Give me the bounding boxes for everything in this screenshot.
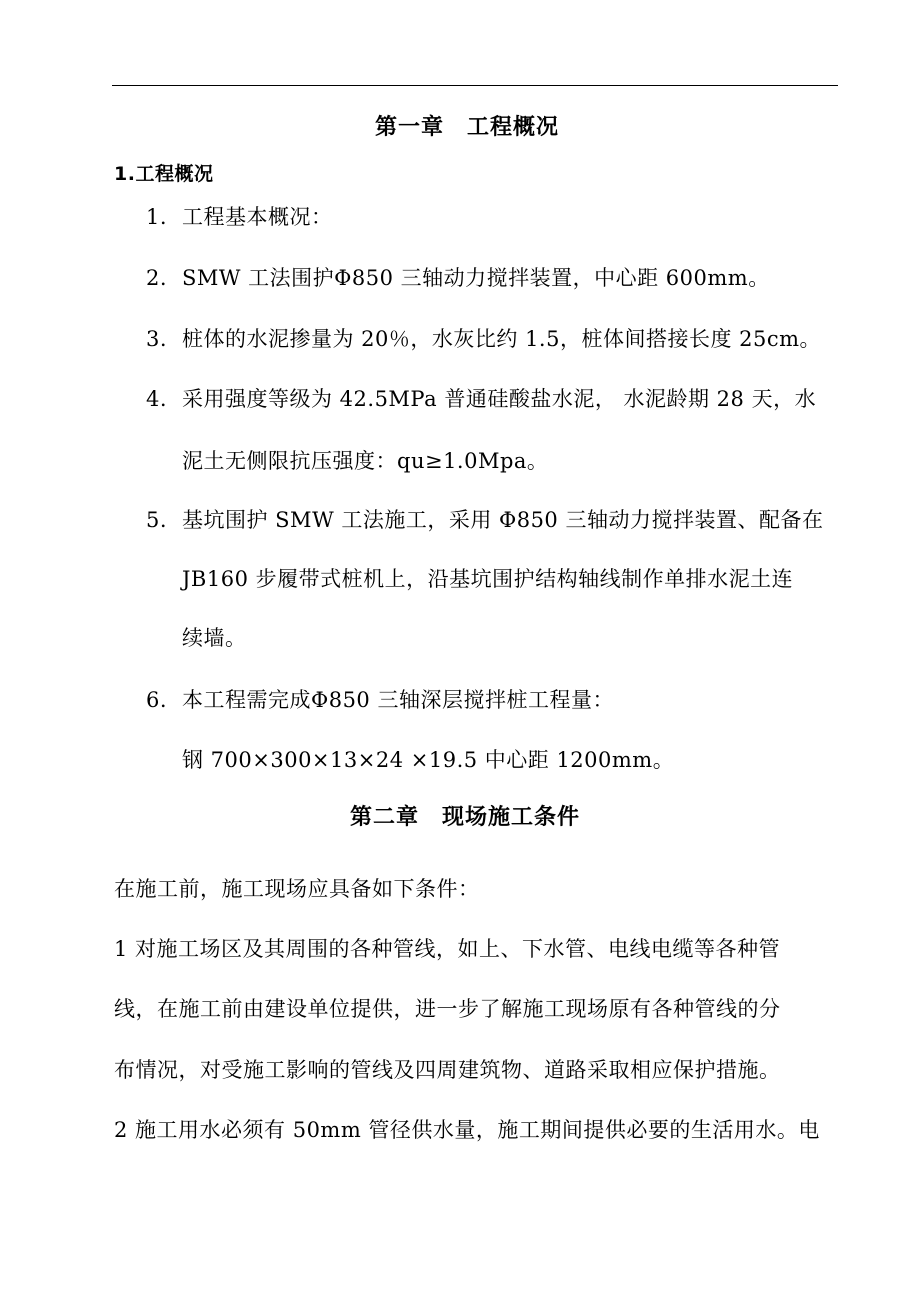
list-item-3 bbox=[146, 325, 821, 353]
list-item-4 bbox=[146, 385, 816, 413]
chapter-2-intro: 在施工前，施工现场应具备如下条件： bbox=[114, 877, 480, 901]
paragraph-line: 布情况，对受施工影响的管线及四周建筑物、道路采取相应保护措施。 bbox=[114, 1058, 781, 1082]
list-item-4-continuation: 泥土无侧限抗压强度：qu≥1.0Mpa。 bbox=[182, 449, 549, 473]
list-item-5-continuation: 续墙。 bbox=[182, 626, 247, 650]
list-item-number: 6. bbox=[146, 688, 168, 712]
list-item-5 bbox=[146, 506, 823, 534]
header-rule bbox=[112, 85, 838, 86]
list-item-text: SMW 工法围护Φ850 三轴动力搅拌装置，中心距 600mm。 bbox=[182, 266, 770, 290]
list-item-number: 1. bbox=[146, 205, 168, 229]
list-item-text: 基坑围护 SMW 工法施工，采用 Φ850 三轴动力搅拌装置、配备在 bbox=[182, 508, 824, 532]
list-item-text: 本工程需完成Φ850 三轴深层搅拌桩工程量： bbox=[182, 688, 614, 712]
list-item-text: 桩体的水泥掺量为 20％，水灰比约 1.5，桩体间搭接长度 25cm。 bbox=[182, 327, 822, 351]
list-item-6 bbox=[146, 686, 614, 714]
chapter-1-title: 第一章 工程概况 bbox=[375, 115, 560, 140]
paragraph-line: 2 施工用水必须有 50mm 管径供水量，施工期间提供必要的生活用水。电 bbox=[114, 1118, 820, 1142]
list-item-1 bbox=[146, 203, 333, 231]
chapter-2-title: 第二章 现场施工条件 bbox=[350, 805, 581, 830]
list-item-text: 采用强度等级为 42.5MPa 普通硅酸盐水泥， 水泥龄期 28 天，水 bbox=[182, 387, 817, 411]
list-item-2 bbox=[146, 264, 770, 292]
list-item-text: 工程基本概况： bbox=[182, 205, 333, 229]
list-item-number: 2. bbox=[146, 266, 168, 290]
paragraph-line: 线，在施工前由建设单位提供，进一步了解施工现场原有各种管线的分 bbox=[114, 997, 781, 1021]
list-item-number: 5. bbox=[146, 508, 168, 532]
list-item-5-continuation: JB160 步履带式桩机上，沿基坑围护结构轴线制作单排水泥土连 bbox=[182, 567, 794, 591]
paragraph-line: 1 对施工场区及其周围的各种管线，如上、下水管、电线电缆等各种管 bbox=[114, 937, 781, 961]
section-heading: 1.工程概况 bbox=[114, 163, 214, 185]
list-item-6-continuation: 钢 700×300×13×24 ×19.5 中心距 1200mm。 bbox=[182, 748, 675, 772]
list-item-number: 3. bbox=[146, 327, 168, 351]
list-item-number: 4. bbox=[146, 387, 168, 411]
